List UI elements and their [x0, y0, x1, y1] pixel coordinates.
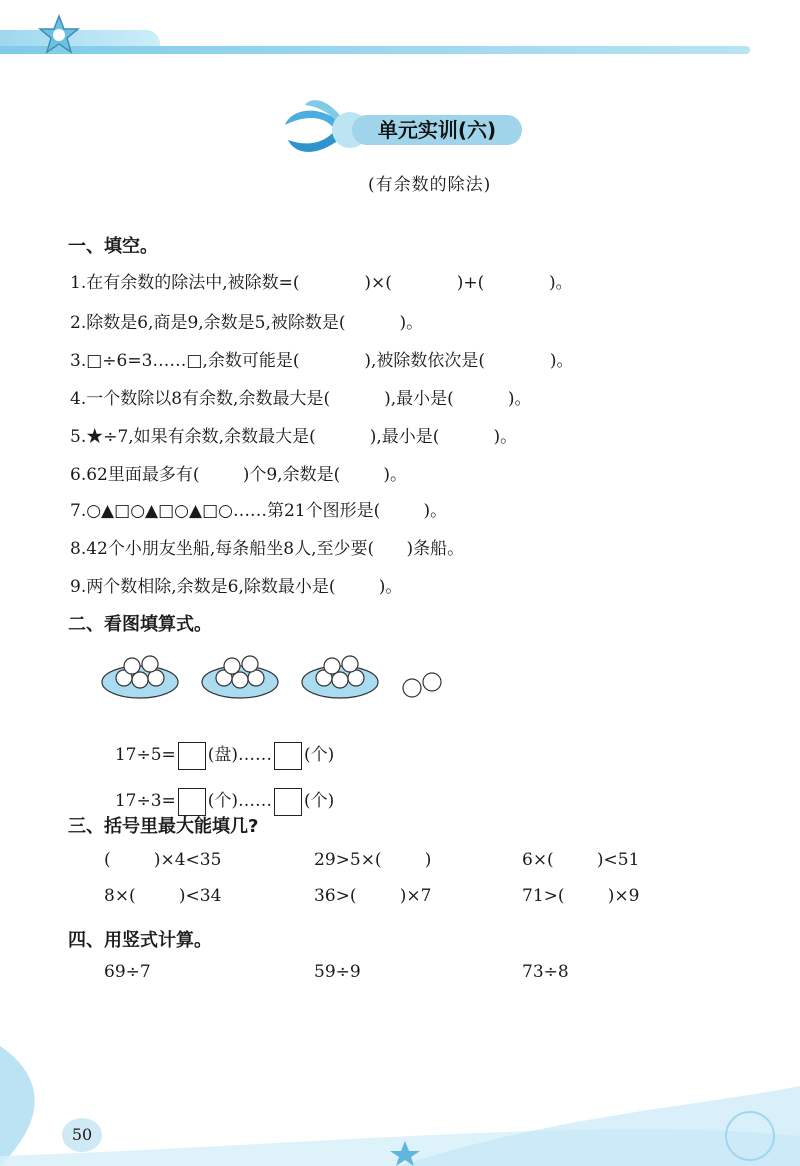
section-heading-vertical-calc: 四、用竖式计算。: [68, 930, 212, 951]
question-3: 3.□÷6=3……□,余数可能是( ),被除数依次是( )。: [70, 351, 574, 371]
picture-equation-2: [104, 766, 334, 816]
question-2: 2.除数是6,商是9,余数是5,被除数是( )。: [70, 313, 424, 333]
max-fill-item: 71>( )×9: [522, 886, 640, 906]
max-fill-item: 36>( )×7: [314, 886, 432, 906]
max-fill-item: 6×( )<51: [522, 850, 640, 870]
vertical-calc-item: 59÷9: [314, 962, 361, 982]
header-bar-decoration: [0, 46, 750, 54]
answer-box-remainder[interactable]: [274, 788, 302, 816]
equation-2-expression: 17÷3=: [114, 791, 176, 811]
question-4: 4.一个数除以8有余数,余数最大是( ),最小是( )。: [70, 389, 532, 409]
equation-1-expression: 17÷5=: [114, 745, 176, 765]
page-title: 单元实训(六): [352, 115, 522, 145]
section-heading-max-fill: 三、括号里最大能填几?: [68, 816, 259, 837]
question-6: 6.62里面最多有( )个9,余数是( )。: [70, 465, 408, 485]
question-9: 9.两个数相除,余数是6,除数最小是( )。: [70, 577, 403, 597]
max-fill-item: ( )×4<35: [104, 850, 222, 870]
star-badge-icon: [38, 14, 80, 56]
title-block: [280, 95, 550, 165]
question-1: 1.在有余数的除法中,被除数=( )×( )+( )。: [70, 273, 573, 293]
section-heading-picture: 二、看图填算式。: [68, 614, 212, 635]
page-subtitle: (有余数的除法): [368, 175, 492, 195]
equation-2-unit: (个)……: [207, 791, 273, 811]
max-fill-item: 29>5×( ): [314, 850, 432, 870]
question-5: 5.★÷7,如果有余数,余数最大是( ),最小是( )。: [70, 427, 518, 447]
max-fill-item: 8×( )<34: [104, 886, 222, 906]
question-7: 7.○▲□○▲□○▲□○……第21个图形是( )。: [70, 501, 448, 521]
vertical-calc-item: 73÷8: [522, 962, 569, 982]
equation-1-unit: (盘)……: [207, 745, 273, 765]
page-number: 50: [62, 1118, 102, 1152]
apple-plates-illustration: [100, 640, 460, 702]
equation-2-unit-2: (个): [304, 791, 335, 811]
vertical-calc-item: 69÷7: [104, 962, 151, 982]
equation-1-unit-2: (个): [304, 745, 335, 765]
footer-swirl-decoration: [0, 1046, 800, 1166]
picture-equation-1: [104, 720, 334, 770]
section-heading-fill-blank: 一、填空。: [68, 236, 158, 257]
question-8: 8.42个小朋友坐船,每条船坐8人,至少要( )条船。: [70, 539, 465, 559]
